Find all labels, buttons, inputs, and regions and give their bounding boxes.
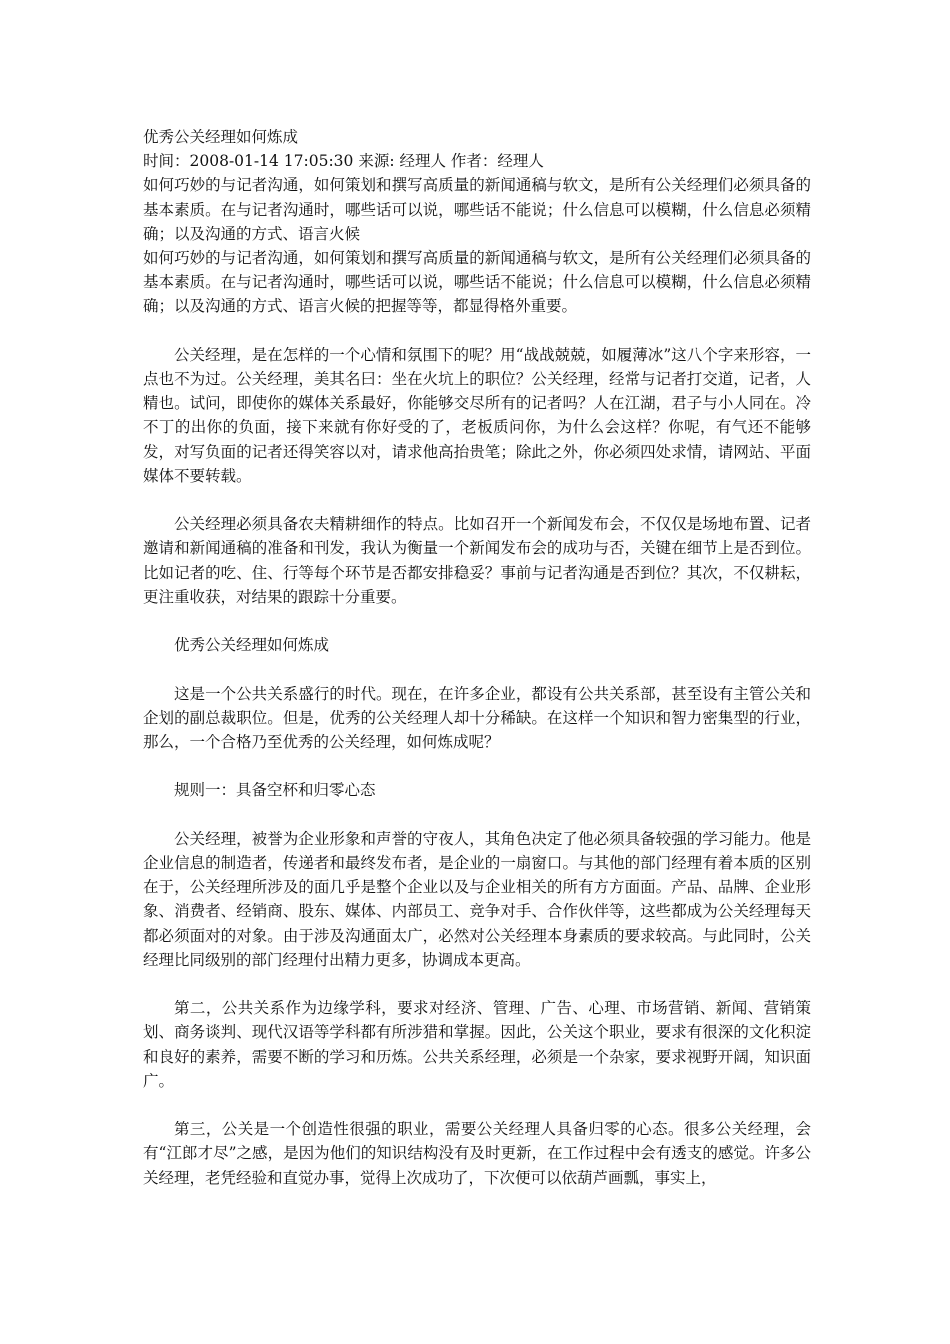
section-heading-2: 规则一：具备空杯和归零心态	[174, 781, 376, 800]
paragraph-1: 公关经理，是在怎样的一个心情和氛围下的呢？用“战战兢兢，如履薄冰”这八个字来形容，一点也不为过。公关经理，美其名曰：坐在火坑上的职位？公关经理，经常与记者打交道，记者，人精也。试问，即使你的媒体关系最好，你能够交尽所有的记者吗？人在江湖，君子与小人同在。冷不丁的出你的负面，接下来就有你好受的了，老板质问你，为什么会这样？你呢，有气还不能够发，对写负面的记者还得笑容以对，请求他高抬贵笔；除此之外，你必须四处求情，请网站、平面媒体不要转载。	[143, 345, 811, 485]
paragraph-2: 公关经理必须具备农夫精耕细作的特点。比如召开一个新闻发布会，不仅仅是场地布置、记者邀请和新闻通稿的准备和刊发，我认为衡量一个新闻发布会的成功与否，关键在细节上是否到位。比如记者的吃、住、行等每个环节是否都安排稳妥？事前与记者沟通是否到位？其次，不仅耕耘，更注重收获，对结果的跟踪十分重要。	[143, 515, 811, 606]
paragraph-gap	[143, 657, 811, 681]
article-summary: 如何巧妙的与记者沟通，如何策划和撰写高质量的新闻通稿与软文，是所有公关经理们必须具备的基本素质。在与记者沟通时，哪些话可以说，哪些话不能说；什么信息可以模糊，什么信息必须精确；以及沟通的方式、语言火候	[143, 176, 811, 243]
paragraph-gap	[143, 319, 811, 343]
paragraph-gap	[143, 488, 811, 512]
paragraph-gap	[143, 609, 811, 633]
paragraph-gap	[143, 803, 811, 827]
paragraph-gap	[143, 972, 811, 996]
paragraph-gap	[143, 754, 811, 778]
article-intro: 如何巧妙的与记者沟通，如何策划和撰写高质量的新闻通稿与软文，是所有公关经理们必须具备的基本素质。在与记者沟通时，哪些话可以说，哪些话不能说；什么信息可以模糊，什么信息必须精确；以及沟通的方式、语言火候的把握等等，都显得格外重要。	[143, 249, 811, 316]
article-meta: 时间：2008-01-14 17:05:30 来源: 经理人 作者：经理人	[143, 152, 544, 171]
paragraph-gap	[143, 1093, 811, 1117]
paragraph-5: 第二，公共关系作为边缘学科，要求对经济、管理、广告、心理、市场营销、新闻、营销策划、商务谈判、现代汉语等学科都有所涉猎和掌握。因此，公关这个职业，要求有很深的文化积淀和良好的素养，需要不断的学习和历炼。公共关系经理，必须是一个杂家，要求视野开阔，知识面广。	[143, 999, 811, 1090]
section-heading-1: 优秀公关经理如何炼成	[174, 636, 330, 655]
article-title: 优秀公关经理如何炼成	[143, 128, 299, 146]
paragraph-6: 第三，公关是一个创造性很强的职业，需要公关经理人具备归零的心态。很多公关经理，会有“江郎才尽”之感，是因为他们的知识结构没有及时更新，在工作过程中会有透支的感觉。许多公关经理，老凭经验和直觉办事，觉得上次成功了，下次便可以依葫芦画瓢，事实上，	[143, 1120, 811, 1187]
paragraph-4: 公关经理，被誉为企业形象和声誉的守夜人，其角色决定了他必须具备较强的学习能力。他是企业信息的制造者，传递者和最终发布者，是企业的一扇窗口。与其他的部门经理有着本质的区别在于，公关经理所涉及的面几乎是整个企业以及与企业相关的所有方方面面。产品、品牌、企业形象、消费者、经销商、股东、媒体、内部员工、竞争对手、合作伙伴等，这些都成为公关经理每天都必须面对的对象。由于涉及沟通面太广，必然对公关经理本身素质的要求较高。与此同时，公关经理比同级别的部门经理付出精力更多，协调成本更高。	[143, 829, 811, 969]
article-body	[143, 125, 811, 1190]
paragraph-3: 这是一个公共关系盛行的时代。现在，在许多企业，都设有公共关系部，甚至设有主管公关和企划的副总裁职位。但是，优秀的公关经理人却十分稀缺。在这样一个知识和智力密集型的行业，那么，一个合格乃至优秀的公关经理，如何炼成呢？	[143, 684, 811, 752]
